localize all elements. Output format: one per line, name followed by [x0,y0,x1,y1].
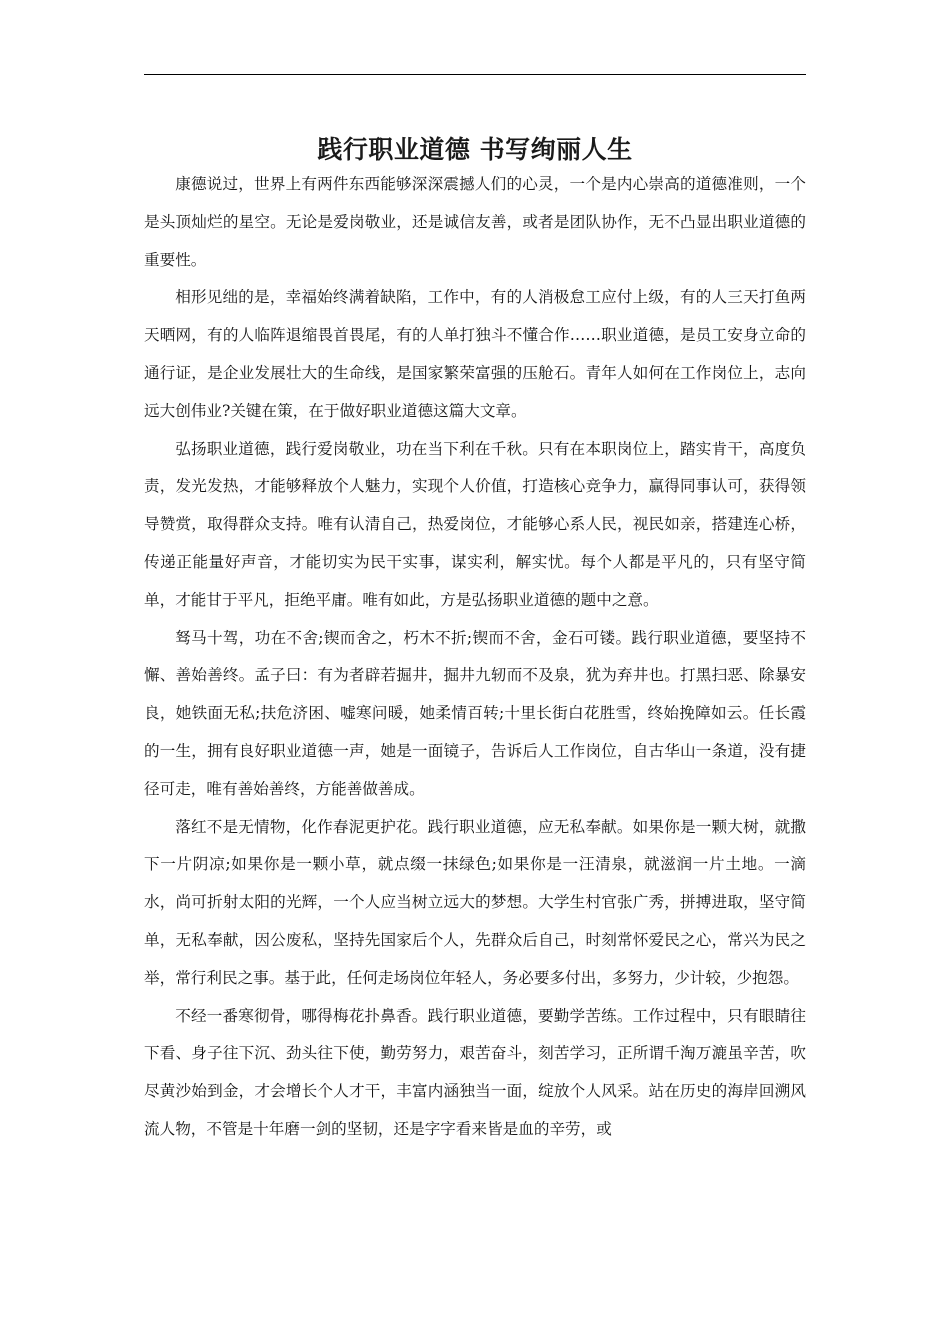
paragraph-5: 落红不是无情物，化作春泥更护花。践行职业道德，应无私奉献。如果你是一颗大树，就撒下一片阴凉;如果你是一颗小草，就点缀一抹绿色;如果你是一汪清泉，就滋润一片土地。一滴水，尚可折射太阳的光辉，一个人应当树立远大的梦想。大学生村官张广秀，拼搏进取，坚守简单，无私奉献，因公废私，坚持先国家后个人，先群众后自己，时刻常怀爱民之心，常兴为民之举，常行利民之事。基于此，任何走场岗位年轻人，务必要多付出，多努力，少计较，少抱怨。 [144,817,806,987]
paragraph-2: 相形见绌的是，幸福始终满着缺陷，工作中，有的人消极怠工应付上级，有的人三天打鱼两天晒网，有的人临阵退缩畏首畏尾，有的人单打独斗不懂合作……职业道德，是员工安身立命的通行证，是企业发展壮大的生命线，是国家繁荣富强的压舱石。青年人如何在工作岗位上，志向远大创伟业?关键在策，在于做好职业道德这篇大文章。 [144,288,806,420]
header-rule [144,74,806,75]
paragraph-4: 驽马十驾，功在不舍;锲而舍之，朽木不折;锲而不舍，金石可镂。践行职业道德，要坚持不懈、善始善终。孟子曰：有为者辟若掘井，掘井九轫而不及泉，犹为弃井也。打黑扫恶、除暴安良，她铁面无私;扶危济困、嘘寒问暖，她柔情百转;十里长街白花胜雪，终始挽障如云。任长霞的一生，拥有良好职业道德一声，她是一面镜子，告诉后人工作岗位，自古华山一条道，没有捷径可走，唯有善始善终，方能善做善成。 [144,628,806,798]
paragraph-1: 康德说过，世界上有两件东西能够深深震撼人们的心灵，一个是内心崇高的道德准则，一个是头顶灿烂的星空。无论是爱岗敬业，还是诚信友善，或者是团队协作，无不凸显出职业道德的重要性。 [144,175,806,269]
paragraph-6: 不经一番寒彻骨，哪得梅花扑鼻香。践行职业道德，要勤学苦练。工作过程中，只有眼睛往下看、身子往下沉、劲头往下使，勤劳努力，艰苦奋斗，刻苦学习，正所谓千淘万漉虽辛苦，吹尽黄沙始到金，才会增长个人才干，丰富内涵独当一面，绽放个人风采。站在历史的海岸回溯风流人物，不管是十年磨一剑的坚韧，还是字字看来皆是血的辛劳，或 [144,1006,806,1138]
document-body [144,166,806,1149]
paragraph-3: 弘扬职业道德，践行爱岗敬业，功在当下利在千秋。只有在本职岗位上，踏实肯干，高度负责，发光发热，才能够释放个人魅力，实现个人价值，打造核心竞争力，赢得同事认可，获得领导赞赏，取得群众支持。唯有认清自己，热爱岗位，才能够心系人民，视民如亲，搭建连心桥，传递正能量好声音，才能切实为民干实事，谋实利，解实忧。每个人都是平凡的，只有坚守简单，才能甘于平凡，拒绝平庸。唯有如此，方是弘扬职业道德的题中之意。 [144,439,806,609]
document-title: 践行职业道德 书写绚丽人生 [317,134,633,164]
